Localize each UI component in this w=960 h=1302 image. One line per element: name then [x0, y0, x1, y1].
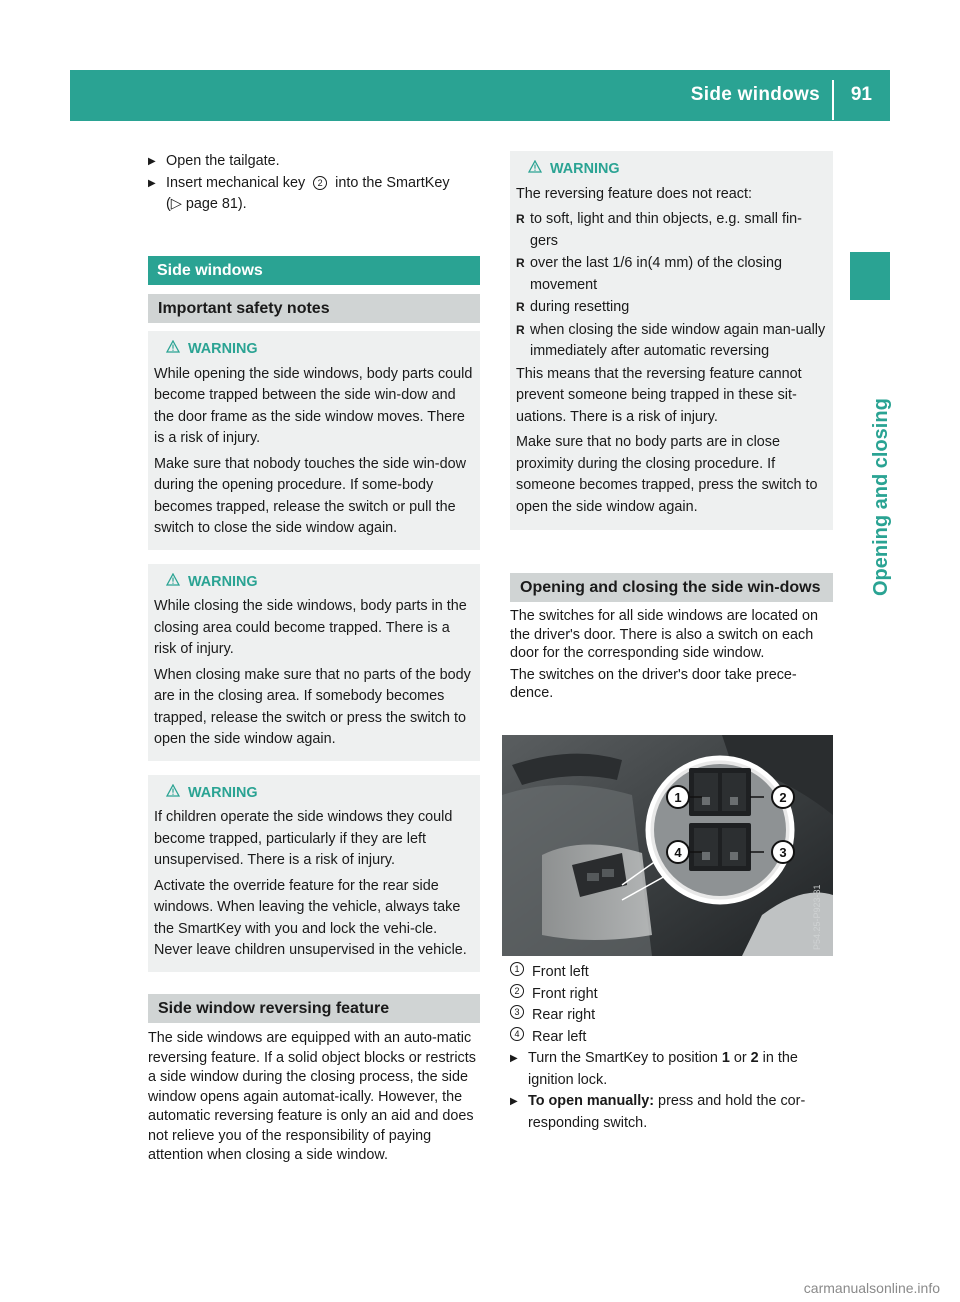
photo-code: P54.25-P923-31	[812, 884, 822, 950]
warning-text: This means that the reversing feature cannot prevent someone being trapped in these sit-uations. There is a risk of injury.	[516, 365, 802, 425]
warning-label: WARNING	[188, 341, 258, 357]
warning-label: WARNING	[550, 161, 620, 177]
warning-bullet: R to soft, light and thin objects, e.g. small fin-gers	[516, 209, 827, 252]
header-title: Side windows	[690, 84, 820, 105]
key-label: Rear left	[532, 1028, 587, 1045]
page-reference-link[interactable]: (▷ page 81).	[166, 196, 247, 212]
key-label: Rear right	[532, 1007, 596, 1023]
body-paragraph: The switches for all side windows are located on the driver's door. There is also a switch on each door for the corresponding side window.	[510, 608, 818, 661]
warning-box	[148, 775, 480, 972]
warning-triangle-icon	[166, 572, 180, 594]
svg-text:4: 4	[674, 845, 682, 860]
chapter-tab	[850, 252, 890, 300]
key-and-steps	[510, 962, 833, 1134]
warning-triangle-icon	[166, 339, 180, 361]
warning-label: WARNING	[188, 784, 258, 801]
subsection-heading: Important safety notes	[148, 294, 480, 323]
warning-box	[510, 151, 833, 530]
warning-box	[148, 331, 480, 550]
step-text: into the SmartKey	[331, 174, 450, 191]
callout-marker	[667, 786, 689, 808]
key-number: 4	[510, 1027, 524, 1041]
step-open-manually	[510, 1091, 833, 1134]
warning-text: If children operate the side windows they could become trapped, particularly if they are left unsupervised. There is a risk of injury.	[154, 809, 453, 868]
left-main	[148, 256, 480, 972]
step-text: Insert mechanical key	[166, 174, 310, 191]
window-switch-photo	[502, 735, 833, 956]
warning-text: Make sure that no body parts are in close proximity during the closing procedure. If someone becomes trapped, press the switch to open the side window again.	[516, 434, 818, 515]
step-turn-key	[510, 1048, 833, 1091]
step-bold-label: To open manually:	[528, 1093, 655, 1109]
opening-section	[510, 573, 833, 703]
watermark: carmanualsonline.info	[803, 1280, 940, 1296]
warning-text: While closing the side windows, body parts in the closing area could become trapped. There is a risk of injury.	[154, 598, 467, 657]
svg-text:1: 1	[674, 790, 682, 805]
key-label: Front right	[532, 985, 598, 1002]
warning-text: Activate the override feature for the rear side windows. When leaving the vehicle, always take the SmartKey with you and lock the vehi-cle. Never leave children unsupervised in the vehicle.	[154, 877, 467, 958]
svg-text:2: 2	[779, 790, 787, 805]
key-item	[510, 1027, 833, 1049]
warning-bullet: R over the last 1/6 in(4 mm) of the closing movement	[516, 253, 827, 296]
position-number: 2	[750, 1050, 759, 1066]
key-label: Front left	[532, 964, 589, 980]
right-column	[510, 151, 833, 530]
callout-marker	[667, 841, 689, 863]
step-text: or	[729, 1050, 751, 1066]
step-text: press and hold the cor-responding switch.	[528, 1093, 806, 1131]
subsection-heading: Opening and closing the side win-dows	[510, 573, 833, 602]
header-separator	[832, 80, 834, 120]
warning-bullet: R when closing the side window again man-ually immediately after automatic reversing	[516, 320, 827, 363]
step-insert-key	[148, 173, 480, 216]
page-number: 91	[850, 84, 872, 105]
chapter-label	[848, 306, 892, 596]
key-number: 3	[510, 1005, 524, 1019]
left-column	[148, 151, 480, 216]
warning-text: When closing make sure that no parts of the body are in the closing area. If somebody becomes trapped, release the switch or press the switch to open the side window again.	[154, 666, 471, 747]
callout-marker	[772, 786, 794, 808]
key-number: 2	[510, 984, 524, 998]
key-item	[510, 962, 833, 984]
subsection-heading: Side window reversing feature	[148, 994, 480, 1023]
key-number: 1	[510, 962, 524, 976]
warning-triangle-icon	[528, 159, 542, 181]
key-item	[510, 984, 833, 1006]
step-open-tailgate: ▶ Open the tailgate.	[148, 151, 480, 173]
section-heading: Side windows	[148, 256, 480, 285]
step-text: Turn the SmartKey to position	[528, 1050, 722, 1066]
callout-marker	[772, 841, 794, 863]
warning-text: Make sure that nobody touches the side win-dow during the opening procedure. If some-body becomes trapped, release the switch or pull the switch to close the side window again.	[154, 455, 466, 536]
key-item	[510, 1005, 833, 1027]
warning-bullet: R during resetting	[516, 297, 827, 319]
reversing-section	[148, 994, 480, 1166]
body-paragraph: The side windows are equipped with an auto-matic reversing feature. If a solid object blocks or restricts a side window during the closing process, the side window opens again automat-ically. However, the automatic reversing feature is only an aid and does not relieve you of the responsibility of paying attention when closing a side window.	[148, 1030, 476, 1163]
warning-text: The reversing feature does not react:	[516, 185, 752, 202]
warning-text: While opening the side windows, body parts could become trapped between the side win-dow and the door frame as the side window moves. There is a risk of injury.	[154, 365, 473, 446]
page-header	[70, 70, 890, 121]
position-number: 1	[721, 1050, 730, 1066]
body-paragraph: The switches on the driver's door take prece-dence.	[510, 666, 797, 701]
warning-box	[148, 564, 480, 761]
svg-text:3: 3	[779, 845, 787, 860]
chapter-label-text: Opening and closing	[870, 398, 892, 596]
warning-triangle-icon	[166, 783, 180, 805]
step-text: in the ignition lock.	[528, 1050, 798, 1088]
key-callout-2: 2	[313, 176, 327, 190]
warning-label: WARNING	[188, 573, 258, 590]
